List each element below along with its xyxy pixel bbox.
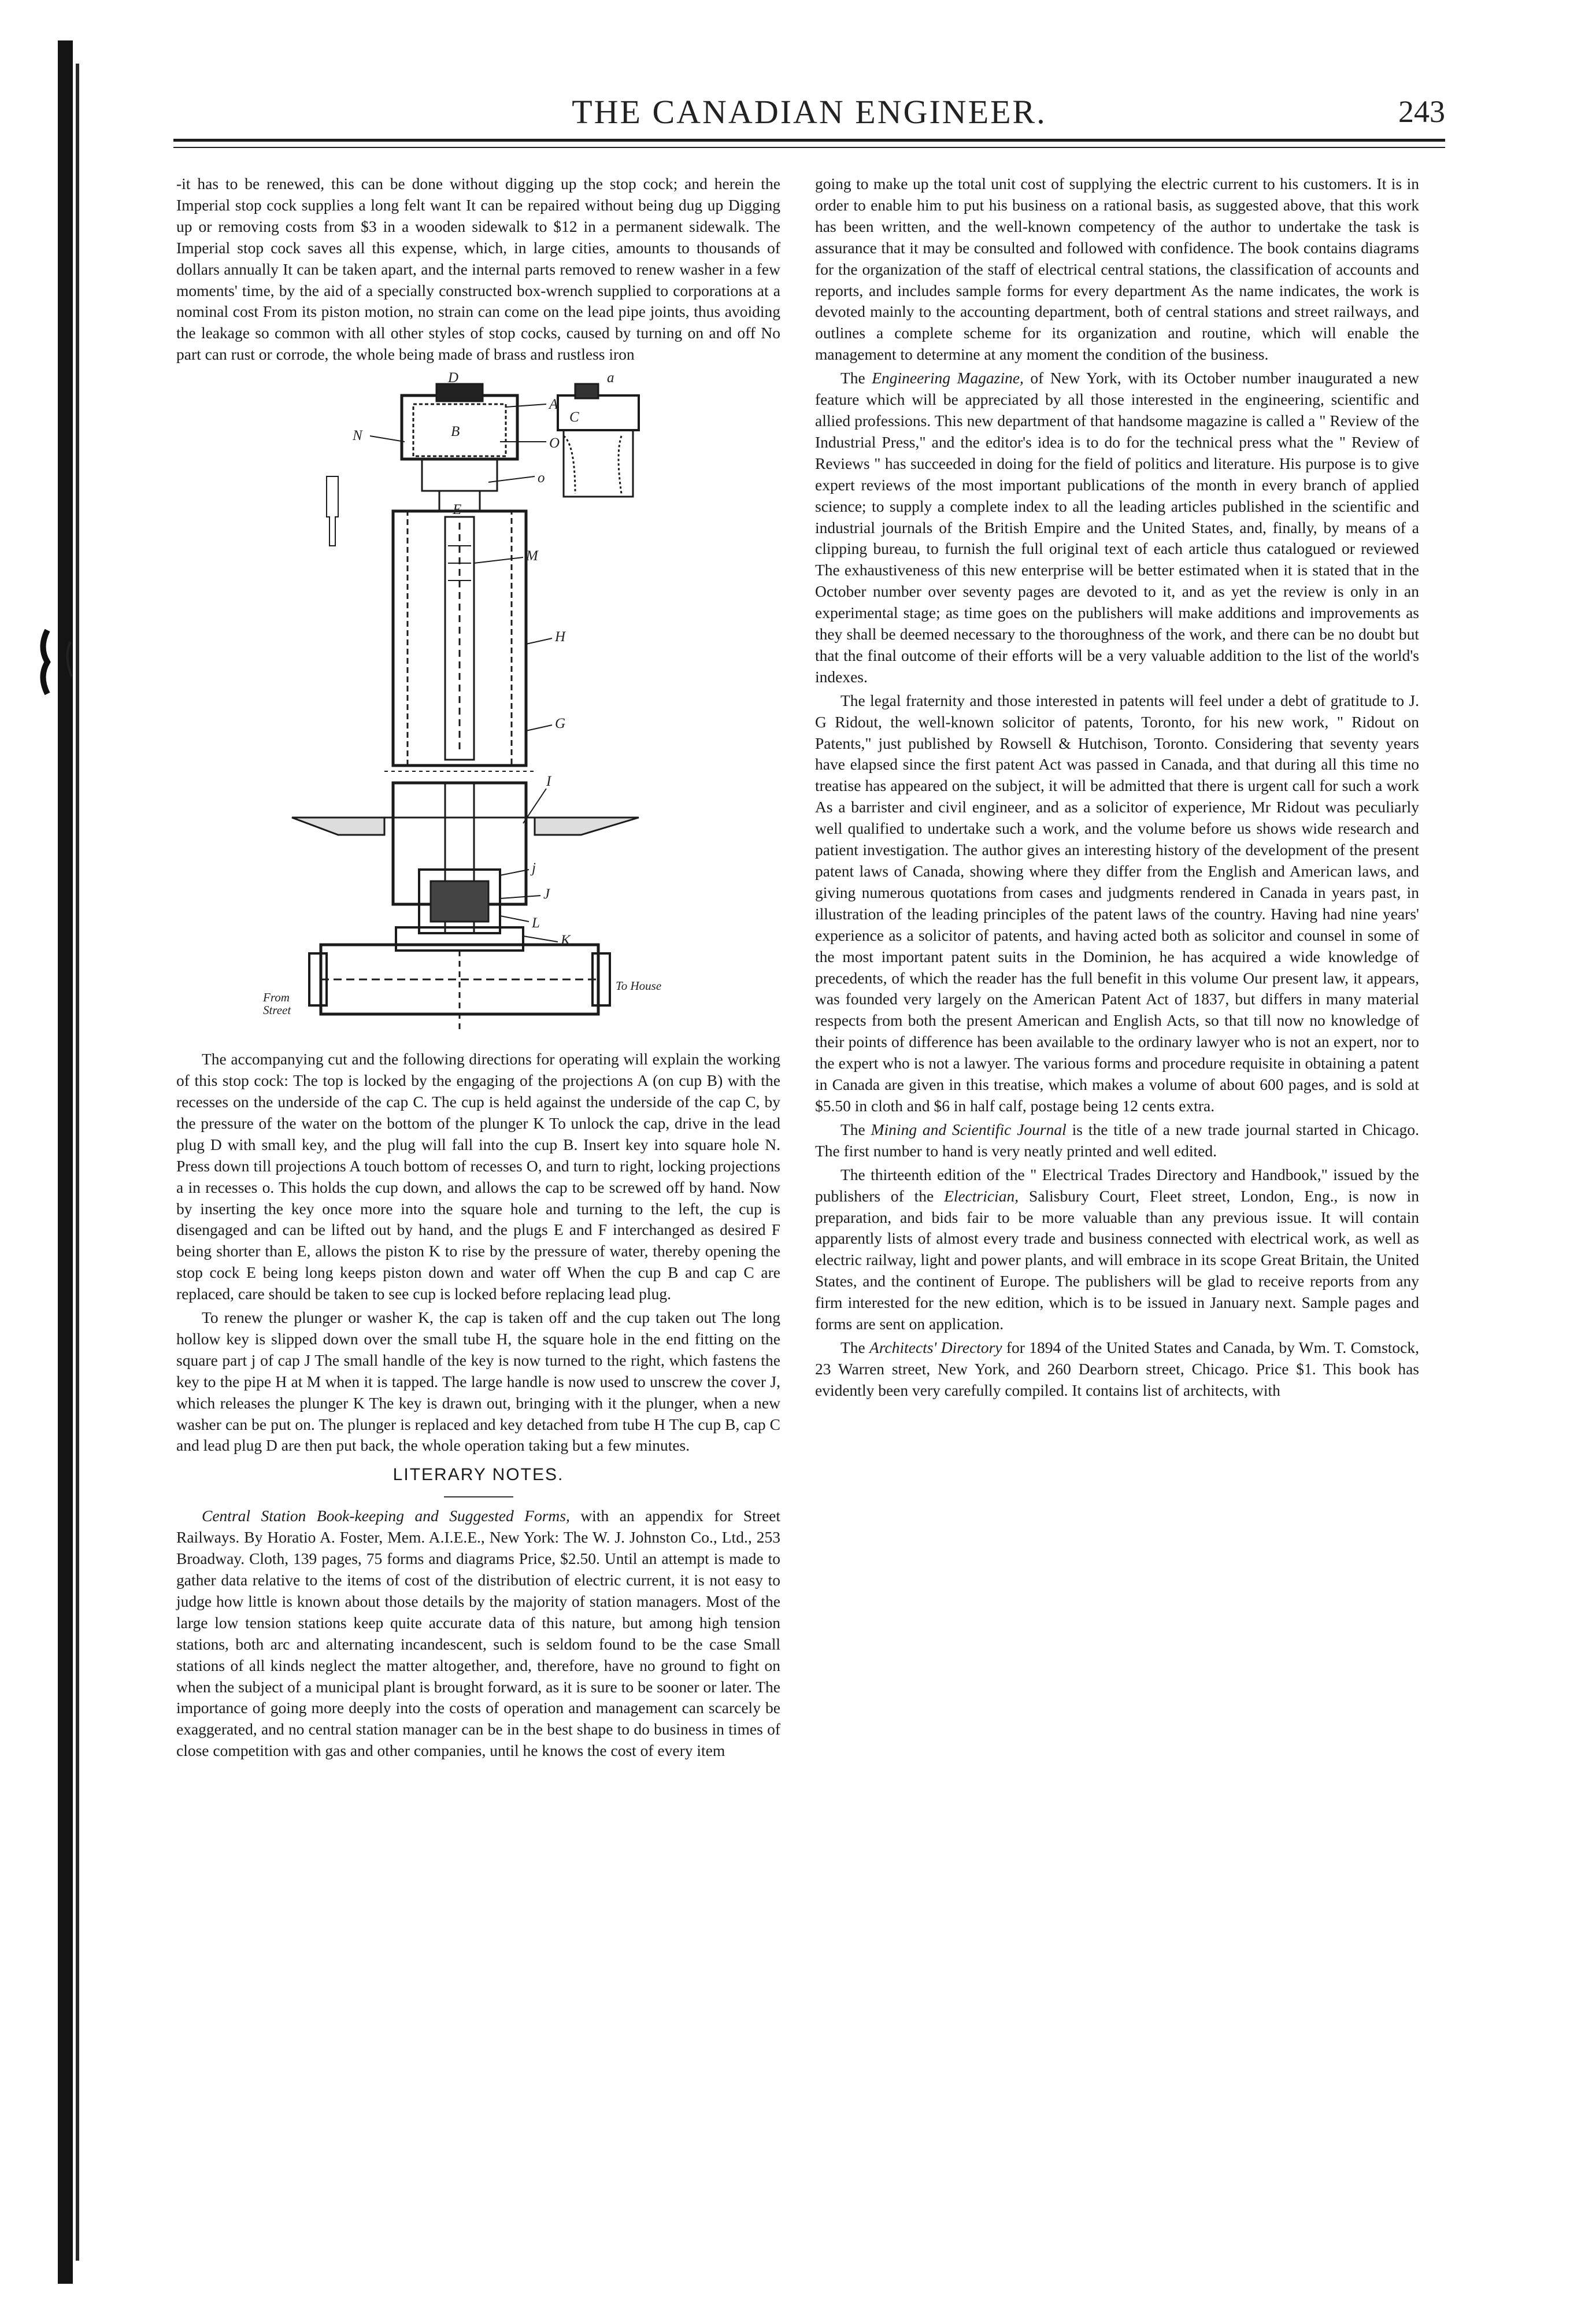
figure-label-O: O	[549, 435, 560, 452]
figure-label-M: M	[526, 548, 538, 564]
central-station-continued: going to make up the total unit cost of supplying the electric current to his customers. It is in order to enable him to put his business on a rational basis, as suggested above, that this work has been written, and the well-known competency of the author to undertake the task is assurance that it may be consulted and followed with confidence. The book contains diagrams for the organization of the staff of electrical central stations, the classification of accounts and reports, and includes sample forms for every department As the name indicates, the work is devoted mainly to the accounting department, both of central stations and street railways, and outlines a complete scheme for its organization and routine, which will enable the management to determine at any moment the condition of the business.	[815, 175, 1419, 364]
mining-journal-text: is the title of a new trade journal started in Chicago. The first number to hand is very neatly printed and well edited.	[815, 1120, 1419, 1160]
book-title-central-station: Central Station Book-keeping and Suggested Forms,	[202, 1507, 570, 1525]
figure-label-N: N	[353, 428, 362, 444]
figure-label-a: a	[607, 370, 614, 386]
right-column	[815, 173, 1419, 1404]
engineering-magazine-text: of New York, with its October number inaugurated a new feature which will be appreciated by all those interested in the engineering, scientific and allied professions. This new department of that handsome magazine is called a " Review of the Industrial Press," and the editor's idea is to do for the technical press what the " Review of Reviews " has succeeded in doing for the field of politics and literature. His purpose is to give expert reviews of the most important publications of the month in every branch of applied science; to supply a complete index to all the leading articles published in the scientific and industrial journals of the British Empire and the United States, and, finally, by means of a clipping bureau, to furnish the full original text of each article thus catalogued or reviewed The exhaustiveness of this new enterprise will be better estimated when it is stated that in the October number over seventy pages are devoted to it, and as yet the review is only in an experimental stage; as time goes on the publishers will make additions and improvements as they shall be deemed necessary to the thoroughness of the work, and there can be no doubt but that the final outcome of their efforts will be a very valuable addition to the list of the world's indexes.	[815, 369, 1419, 686]
figure-label-L: L	[532, 915, 540, 931]
journal-title: THE CANADIAN ENGINEER.	[572, 93, 1047, 131]
left-column	[176, 173, 780, 1764]
heading-underline	[444, 1496, 513, 1497]
figure-label-D: D	[448, 370, 459, 386]
literary-note-electrical-trades	[815, 1164, 1419, 1335]
electrical-trades-text: Salisbury Court, Fleet street, London, Eng., is now in preparation, and bids fair to be more valuable than any previous issue. It will contain apparently lists of almost every trade and business connected with electrical work, as well as electric railway, light and power plants, and will embrace in its scope Great Britain, the United States, and the continent of Europe. The publishers will be glad to receive reports from any firm interested for the new edition, which is to be issued in January next. Sample pages and forms are sent on application.	[815, 1186, 1419, 1333]
stop-cock-drawing	[176, 372, 780, 1037]
title-electrician: Electrician,	[944, 1186, 1019, 1205]
literary-notes-heading	[176, 1465, 780, 1497]
page-header	[173, 93, 1445, 139]
figure-label-H: H	[555, 629, 566, 645]
figure-label-J: J	[543, 886, 550, 903]
figure-label-G: G	[555, 716, 566, 732]
title-mining-journal: Mining and Scientific Journal	[871, 1120, 1067, 1138]
literary-note-engineering-magazine	[815, 368, 1419, 688]
page-number: 243	[1398, 94, 1445, 129]
stop-cock-paragraph-1: -it has to be renewed, this can be done without digging up the stop cock; and herein the Imperial stop cock supplies a long felt want It can be repaired without being dug up Digging up or removing costs from $3 in a wooden sidewalk to $12 in a permanent sidewalk. The Imperial stop cock saves all this expense, which, in large cities, amounts to thousands of dollars annually It can be taken apart, and the internal parts removed to renew washer in a few moments' time, by the aid of a specially constructed box-wrench supplied to corporations at a nominal cost From its piston motion, no strain can come on the lead pipe joints, thus avoiding the leakage so common with all other styles of stop cocks, caused by turning on and off No part can rust or corrode, the whole being made of brass and rustless iron	[176, 175, 780, 364]
literary-notes-title: LITERARY NOTES.	[392, 1465, 564, 1485]
figure-label-A: A	[549, 397, 558, 413]
literary-note-ridout-patents: The legal fraternity and those interested in patents will feel under a debt of gratitude to J. G Ridout, the well-known solicitor of patents, Toronto, for his new work, " Ridout on Patents," just published by Rowsell & Hutchison, Toronto. Considering that seventy years have elapsed since the first patent Act was passed in Canada, and that during all this time no treatise has appeared on the subject, it will be admitted that there is urgent call for such a work As a barrister and civil engineer, and as a solicitor of experience, Mr Ridout was peculiarly well qualified to undertake such a work, and the volume before us shows wide research and patient investigation. The author gives an interesting history of the development of the present patent laws of Canada, showing where they differ from the English and American laws, and giving numerous quotations from cases and judgments rendered in Canada in years past, in illustration of the leading principles of the patent laws of the country. Having had nine years' experience as a solicitor of patents, and having acted both as solicitor and counsel in some of the most important patent suits in the Dominion, he has acquired a wide knowledge of precedents, of which the reader has the full benefit in this volume Our present law, it appears, was founded very largely on the American Patent Act of 1837, but differs in many material respects from both the present American and English Acts, so that till now no knowledge of their points of difference has been available to the ordinary lawyer who is not an expert, nor to the expert who is not a lawyer. The various forms and procedure requisite in obtaining a patent in Canada are given in this treatise, which makes a volume of about 600 pages, and is sold at $5.50 in cloth and $6 in half calf, postage being 12 cents extra.	[815, 691, 1419, 1115]
figure-label-B: B	[451, 424, 460, 440]
header-rule-thick	[173, 139, 1445, 142]
mining-journal-lead: The	[840, 1120, 871, 1138]
literary-note-central-station	[176, 1506, 780, 1762]
electrical-trades-lead: The thirteenth edition of the " Electrical Trades Directory and Handbook," issued by the publishers of the	[815, 1165, 1419, 1205]
stop-cock-paragraph-3: To renew the plunger or washer K, the cap is taken off and the cup taken out The long hollow key is slipped down over the small tube H, the square hole in the end fitting on the square part j of cap J The small handle of the key is now turned to the right, which fastens the key to the pipe H at M when it is tapped. The large handle is now used to unscrew the cover J, which releases the plunger K The key is drawn out, bringing with it the plunger, when a new washer can be put on. The plunger is replaced and key detached from tube H The cup B, cap C and lead plug D are then put back, the whole operation taking but a few minutes.	[176, 1308, 780, 1455]
figure-label-E: E	[453, 502, 462, 518]
figure-label-from-street: From Street	[263, 990, 291, 1018]
title-engineering-magazine: Engineering Magazine,	[872, 369, 1024, 387]
title-architects-directory: Architects' Directory	[869, 1338, 1002, 1356]
figure-label-K: K	[561, 933, 571, 949]
header-rule-thin	[173, 147, 1445, 148]
central-station-text: with an appendix for Street Railways. By Horatio A. Foster, Mem. A.I.E.E., New York: The W. J. Johnston Co., Ltd., 253 Broadway. Cloth, 139 pages, 75 forms and diagrams Price, $2.50. Until an attempt is made to gather data relative to the items of cost of the distribution of electric current, it is not easy to judge how little is known about those details by the majority of station managers. Most of the large low tension stations keep quite accurate data of this nature, but among high tension stations, both arc and alternating incandescent, such is seldom found to be the case Small stations of all kinds neglect the matter altogether, and, therefore, have no ground to fight on when the subject of a municipal plant is brought forward, as it is sure to be sooner or later. The importance of going more deeply into the costs of operation and management can scarcely be exaggerated, and no central station manager can be in the best shape to do business in times of close competition with gas and other companies, until he knows the cost of every item	[176, 1507, 781, 1760]
figure-label-C: C	[569, 409, 579, 426]
page-binding-shadow	[76, 64, 79, 2261]
figure-label-o: o	[538, 470, 545, 486]
figure-label-to-house: To House	[616, 979, 662, 993]
literary-note-mining-journal	[815, 1119, 1419, 1162]
engineering-magazine-lead: The	[840, 369, 872, 387]
figure-label-I: I	[546, 774, 551, 790]
page-binding-edge	[58, 40, 73, 2284]
stop-cock-diagram	[176, 372, 780, 1037]
architects-directory-lead: The	[840, 1338, 870, 1356]
figure-label-j: j	[532, 860, 536, 877]
architects-directory-text: for 1894 of the United States and Canada, by Wm. T. Comstock, 23 Warren street, New York, and 260 Dearborn street, Chicago. Price $1. This book has evidently been very carefully compiled. It contains list of architects, with	[815, 1338, 1419, 1399]
binding-clip-mark	[36, 624, 82, 700]
literary-note-architects-directory	[815, 1337, 1419, 1401]
stop-cock-paragraph-2: The accompanying cut and the following directions for operating will explain the working of this stop cock: The top is locked by the engaging of the projections A (on cup B) with the recesses on the underside of the cap C. The cup is held against the underside of the cap C, by the pressure of the water on the bottom of the plunger K To unlock the cap, drive in the lead plug D with small key, and the plug will fall into the cup B. Insert key into square hole N. Press down till projections A touch bottom of recesses O, and turn to right, locking projections a in recesses o. This holds the cup down, and allows the cap to be screwed off by hand. Now by inserting the key once more into the square hole and turning to the left, the cup is disengaged and can be lifted out by hand, and the plugs E and F interchanged as desired F being shorter than E, allows the piston K to rise by the pressure of water, thereby opening the stop cock E being long keeps piston down and water off When the cup B and cap C are replaced, care should be taken to see cup is locked before replacing lead plug.	[176, 1050, 780, 1303]
